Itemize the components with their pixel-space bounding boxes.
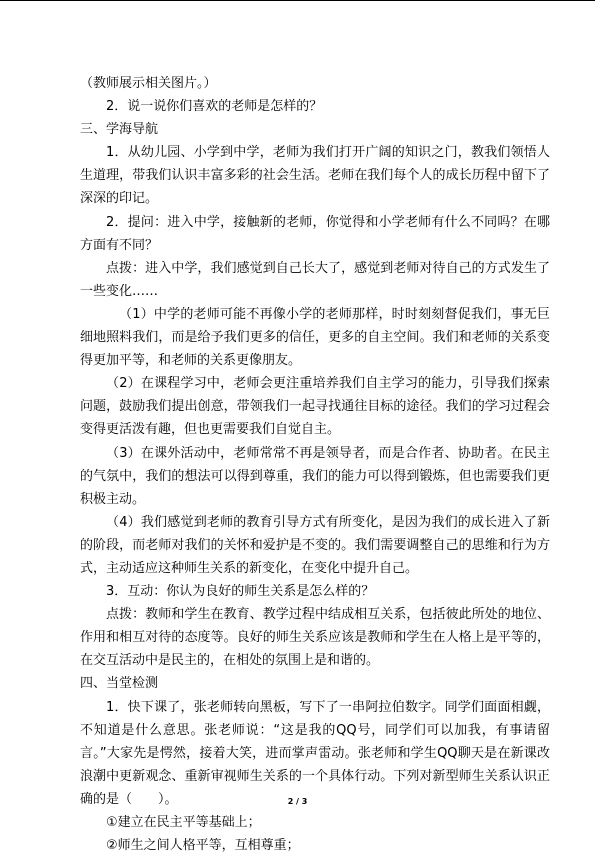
paragraph: 1．快下课了，张老师转向黑板，写下了一串阿拉伯数字。同学们面面相觑，不知道是什么意思。张老师说：“这是我的QQ号，同学们可以加我，有事请留言。”大家先是愕然，接着大笑，进而掌声雷动。张老师和学生QQ聊天是在新课改浪潮中更新观念、重新审视师生关系的一个具体行动。下列对新型师生关系认识正确的是（ ）。 [80,699,550,807]
paragraph: ②师生之间人格平等，互相尊重； [106,838,300,854]
paragraph: 四、当堂检测 [80,676,159,692]
paragraph: ①建立在民主平等基础上； [106,815,261,830]
paragraph: （2）在课程学习中，老师会更注重培养我们自主学习的能力，引导我们探索问题，鼓励我们提出创意，带领我们一起寻找通往目标的途径。我们的学习过程会变得更活泼有趣，但也更需要我们自觉自主。 [80,376,550,438]
document-body [80,72,550,857]
paragraph: （4）我们感觉到老师的教育引导方式有所变化，是因为我们的成长进入了新的阶段，而老师对我们的关怀和爱护是不变的。我们需要调整自己的思维和行为方式，主动适应这种师生关系的新变化，在变化中提升自己。 [80,514,550,576]
paragraph: （教师展示相关图片。） [80,76,217,91]
header-rule [0,0,595,1]
paragraph: 点拨：教师和学生在教育、教学过程中结成相互关系，包括彼此所处的地位、作用和相互对待的态度等。良好的师生关系应该是教师和学生在人格上是平等的，在交互活动中是民主的，在相处的氛围上是和谐的。 [80,607,550,669]
paragraph: 点拨：进入中学，我们感觉到自己长大了，感觉到老师对待自己的方式发生了一些变化…… [80,260,550,299]
paragraph: 2．说一说你们喜欢的老师是怎样的？ [106,99,323,115]
paragraph: 三、学海导航 [80,122,159,138]
paragraph: 1．从幼儿园、小学到中学，老师为我们打开广阔的知识之门，教我们领悟人生道理，带我们认识丰富多彩的社会生活。老师在我们每个人的成长历程中留下了深深的印记。 [80,145,550,207]
paragraph: 2．提问：进入中学，接触新的老师，你觉得和小学老师有什么不同吗？在哪方面有不同？ [80,214,550,253]
page-number: 2 / 3 [287,797,308,806]
paragraph: 3．互动：你认为良好的师生关系是怎么样的？ [106,584,375,600]
paragraph: （3）在课外活动中，老师常常不再是领导者，而是合作者、协助者。在民主的气氛中，我们的想法可以得到尊重，我们的能力可以得到锻炼，但也需要我们更积极主动。 [80,445,550,507]
paragraph: （1）中学的老师可能不再像小学的老师那样，时时刻刻督促我们，事无巨细地照料我们，而是给予我们更多的信任，更多的自主空间。我们和老师的关系变得更加平等，和老师的关系更像朋友。 [80,306,550,369]
